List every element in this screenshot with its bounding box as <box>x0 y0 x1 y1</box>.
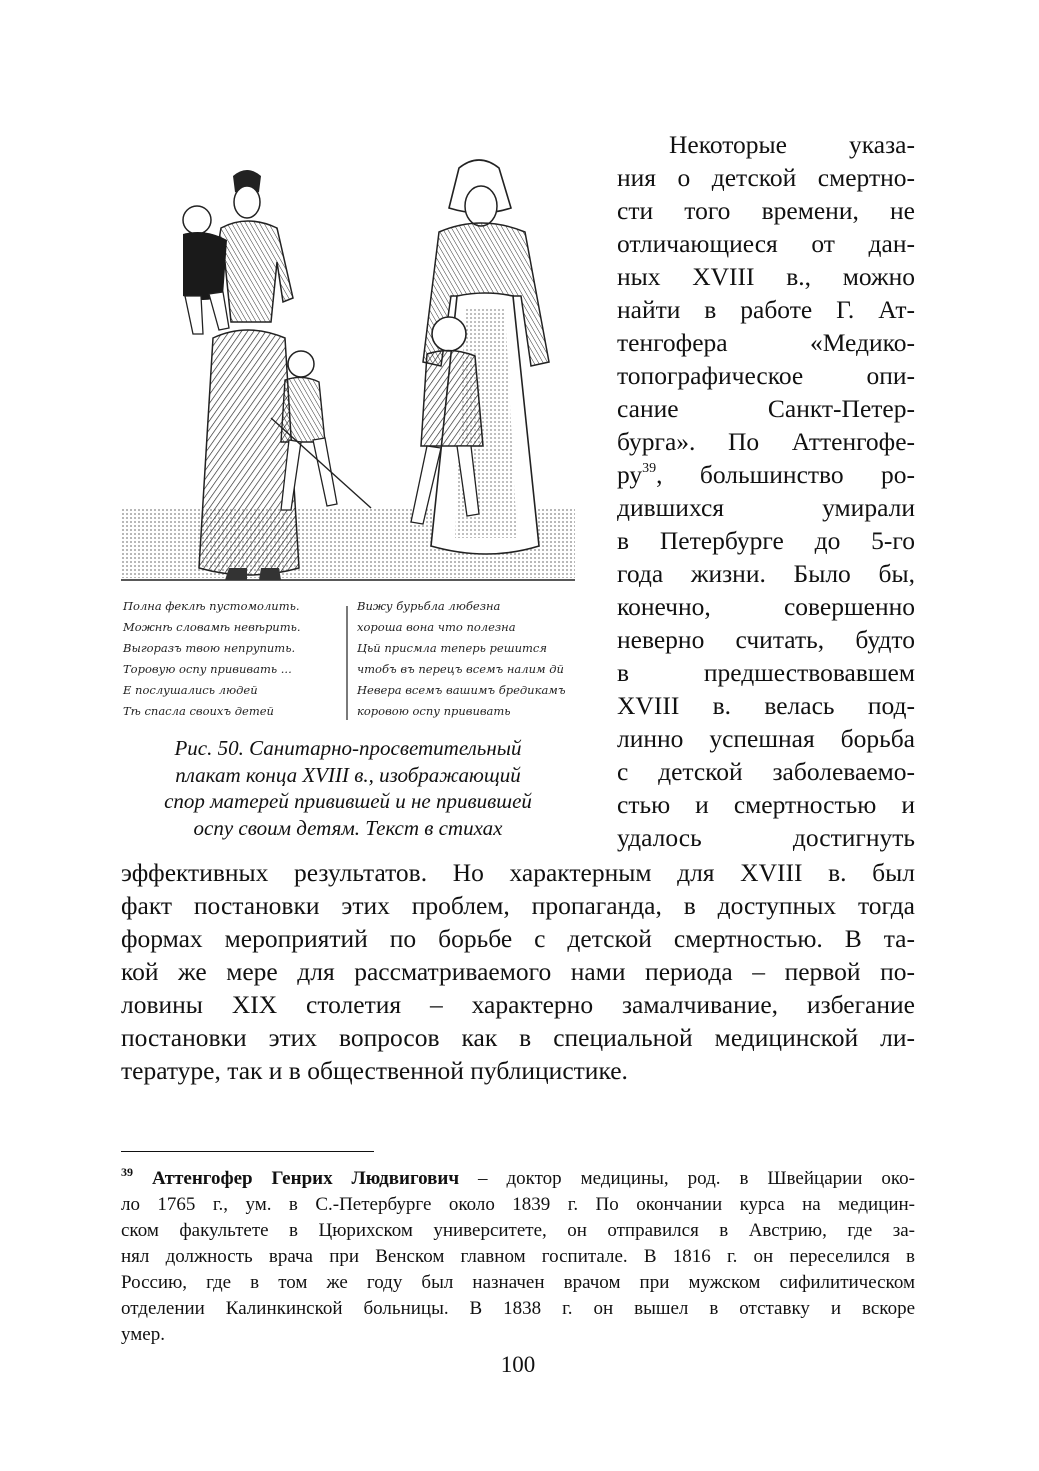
footnote-reference[interactable]: 39 <box>642 461 657 476</box>
body-line: дившихся умирали <box>617 493 915 522</box>
caption-line: Рис. 50. Санитарно-просветительный <box>174 736 522 760</box>
poster-line: Невера всемъ вашимъ бредикамъ <box>357 683 566 697</box>
caption-line: спор матерей привившей и не привившей <box>164 789 532 813</box>
body-line: конечно, совершенно <box>617 592 915 621</box>
body-line: кой же мере для рассматриваемого нами периода – первой по- <box>121 957 915 986</box>
body-line: года жизни. Было бы, <box>617 559 915 588</box>
body-line: тературе, так и в общественной публицистике. <box>121 1056 628 1085</box>
body-line: найти в работе Г. Ат- <box>617 295 915 324</box>
caption-line: оспу своим детям. Текст в стихах <box>193 815 503 840</box>
body-line: линно успешная борьба <box>617 724 915 753</box>
body-line: бурга». По Аттенгофе- <box>617 427 915 456</box>
footnote-line: умер. <box>121 1324 165 1345</box>
body-line: стью и смертностью и <box>617 790 915 819</box>
line-text: , большинство ро- <box>656 460 915 489</box>
poster-line: Тѣ спасла своихъ детей <box>123 704 274 718</box>
body-line: сти того времени, не <box>617 196 915 225</box>
footnote-line: ском факультете в Цюрихском университете, он отправился в Австрию, где за- <box>121 1220 915 1241</box>
footnote-line: нял должность врача при Венском главном госпитале. В 1816 г. он переселился в <box>121 1246 915 1267</box>
body-line: в Петербурге до 5-го <box>617 526 915 555</box>
footnote-name: Аттенгофер Генрих Людвигович <box>151 1168 460 1189</box>
body-line: сание Санкт-Петер- <box>617 394 915 423</box>
poster-line: коровою оспу прививать <box>357 704 511 718</box>
footnote-first-line <box>121 1166 915 1192</box>
footnote-text: – доктор медицины, род. в Швейцарии око- <box>459 1168 916 1189</box>
body-line: в предшествовавшем <box>617 658 915 687</box>
body-line: тенгофера «Медико- <box>617 328 915 357</box>
body-line: постановки этих вопросов как в специальной медицинской ли- <box>121 1023 915 1052</box>
poster-line: Цьй присмла теперь решится <box>357 641 547 655</box>
poster-line: Торовую оспу прививать ... <box>123 662 292 676</box>
caption-line: плакат конца XVIII в., изображающий <box>175 762 521 787</box>
body-line: XVIII в. велась под- <box>617 691 915 720</box>
body-line: формах мероприятий по борьбе с детской смертностью. В та- <box>121 924 915 953</box>
body-line: факт постановки этих проблем, пропаганда, в доступных тогда <box>121 891 915 920</box>
body-line: эффективных результатов. Но характерным для XVIII в. был <box>121 858 915 887</box>
poster-illustration <box>121 128 575 728</box>
body-line: отличающиеся от дан- <box>617 229 915 258</box>
poster-verse-right <box>356 599 566 718</box>
body-line: неверно считать, будто <box>617 625 915 654</box>
body-line: ловины XIX столетия – характерно замалчивание, избегание <box>121 990 915 1019</box>
figure-caption <box>121 735 575 841</box>
footnote-number: 39 <box>121 1165 133 1179</box>
body-line: с детской заболеваемо- <box>617 757 915 786</box>
footnote-line: отделении Калинкинской больницы. В 1838 г. он вышел в отставку и вскоре <box>121 1298 915 1319</box>
poster-line: хороша вона что полезна <box>357 620 516 634</box>
poster-line: Вижу бурьбла любезна <box>357 599 501 613</box>
body-line: топографическое опи- <box>617 361 915 390</box>
page-number: 100 <box>500 1352 536 1377</box>
body-line-with-footnote-ref <box>617 458 915 491</box>
body-line: Некоторые указа- <box>669 130 915 159</box>
figure-poster <box>121 128 575 728</box>
footnote-separator <box>121 1151 374 1152</box>
poster-line: Можнѣ словамѣ невѣрить. <box>123 620 301 634</box>
footnote-line: ло 1765 г., ум. в С.-Петербурге около 1839 г. По окончании курса на медицин- <box>121 1194 915 1215</box>
poster-line: Выгоразъ твою непрупить. <box>123 641 296 655</box>
body-line: удалось достигнуть <box>617 823 915 852</box>
poster-verse-left <box>122 599 301 718</box>
poster-line: Полна феклѣ пустомолить. <box>123 599 300 613</box>
body-line: ния о детской смертно- <box>617 163 915 192</box>
line-text: ру <box>617 460 643 489</box>
poster-line: чтобъ въ перецъ всемъ налим дй <box>357 662 564 676</box>
poster-line: Е послушались людей <box>123 683 258 697</box>
footnote-line: Россию, где в том же году был назначен врачом при мужском сифилитическом <box>121 1272 915 1293</box>
body-line: ных XVIII в., можно <box>617 262 915 291</box>
